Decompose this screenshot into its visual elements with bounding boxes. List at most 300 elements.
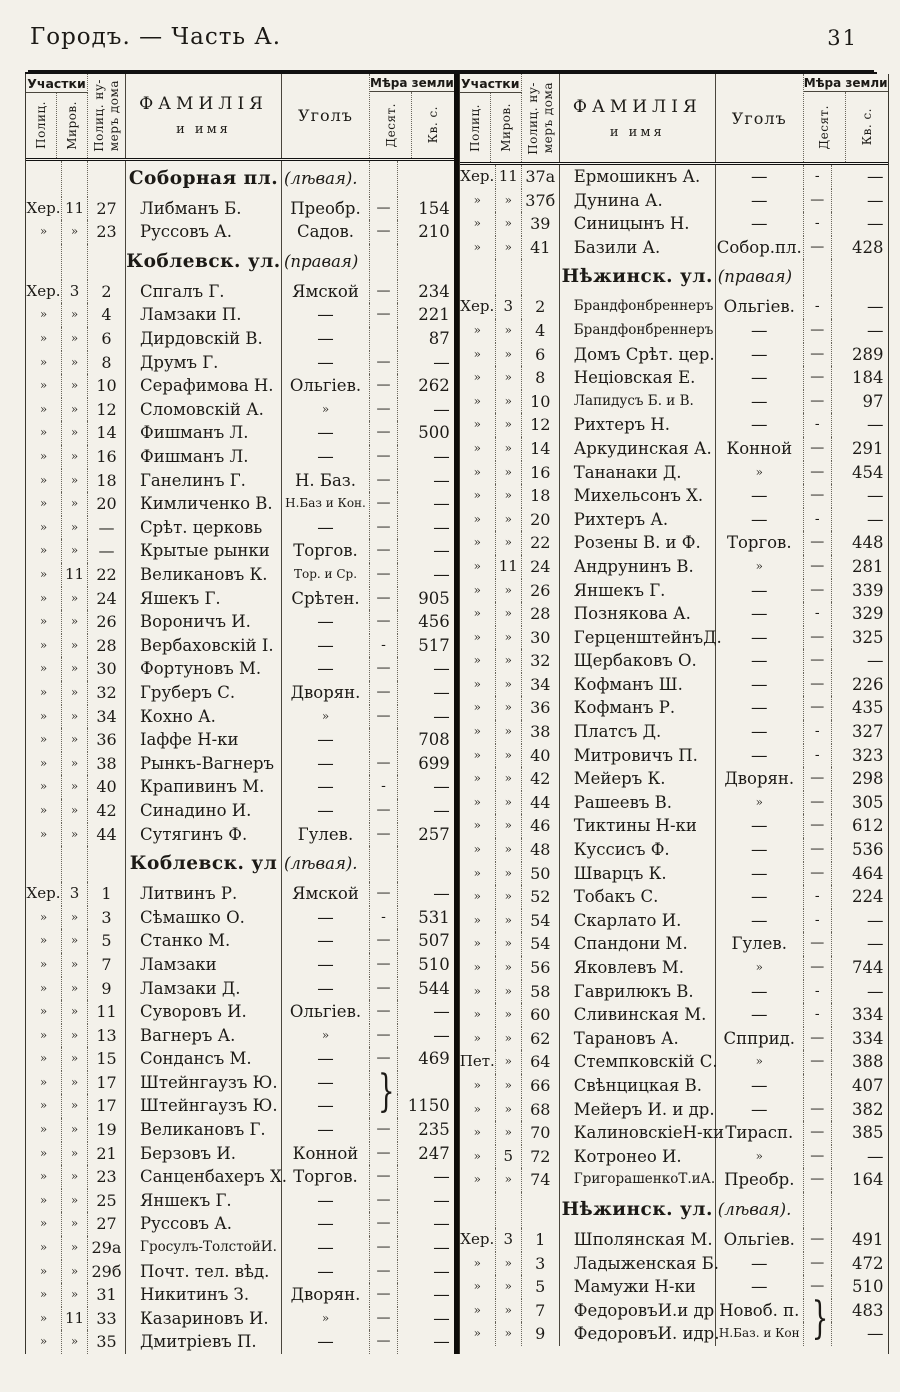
- cell-desyat: —: [370, 657, 398, 681]
- cell-kvs: —: [433, 447, 450, 467]
- cell-mirov: [62, 161, 88, 197]
- cell-desyat: [370, 728, 398, 752]
- cell-house-number: 34: [88, 705, 126, 729]
- table-row: [460, 236, 888, 260]
- cell-owner-name: Фишманъ Л.: [126, 445, 282, 469]
- table-row: [460, 343, 888, 367]
- cell-corner: »: [716, 461, 804, 485]
- cell-mirov: »: [62, 1283, 88, 1307]
- cell-house-number: 20: [88, 492, 126, 516]
- cell-owner-name: Яшекъ Г.: [126, 587, 282, 611]
- cell-corner: —: [716, 484, 804, 508]
- cell-mirov: »: [62, 1000, 88, 1024]
- cell-politz: »: [26, 953, 62, 977]
- cell-kvs: 491: [852, 1229, 884, 1249]
- cell-corner: Ямской: [282, 280, 370, 304]
- cell-owner-name: Платсъ Д.: [560, 720, 716, 744]
- header-kvs-label: Кв. с.: [426, 106, 441, 144]
- cell-owner-name: Шварцъ К.: [560, 862, 716, 886]
- cell-mirov: »: [496, 862, 522, 886]
- cell-desyat: -: [804, 413, 832, 437]
- cell-house-number: 38: [522, 720, 560, 744]
- cell-mirov: »: [496, 508, 522, 532]
- cell-desyat: —: [804, 626, 832, 650]
- cell-mirov: »: [62, 1024, 88, 1048]
- street-side-note: (правая): [282, 244, 370, 280]
- cell-mirov: »: [496, 956, 522, 980]
- cell-owner-name: Сломовскій А.: [126, 398, 282, 422]
- cell-mirov: »: [496, 319, 522, 343]
- table-row: [460, 461, 888, 485]
- table-row: [460, 909, 888, 933]
- cell-desyat: [370, 1067, 398, 1119]
- street-section-row: [26, 244, 454, 280]
- table-row: [26, 1165, 454, 1189]
- header-corner: Уголъ: [716, 74, 804, 162]
- cell-desyat: —: [370, 1000, 398, 1024]
- cell-owner-name: Вербаховскій І.: [126, 634, 282, 658]
- cell-politz: [460, 259, 496, 295]
- table-row: [460, 932, 888, 956]
- cell-desyat: —: [804, 673, 832, 697]
- table-row: [26, 398, 454, 422]
- cell-kvs: 500: [418, 423, 450, 443]
- cell-house-number: 36: [522, 696, 560, 720]
- cell-mirov: »: [496, 602, 522, 626]
- cell-politz: »: [26, 445, 62, 469]
- cell-house-number: 22: [522, 531, 560, 555]
- cell-owner-name: Шполянская М.: [560, 1228, 716, 1252]
- cell-politz: »: [460, 626, 496, 650]
- table-row: [26, 280, 454, 304]
- cell-desyat: —: [804, 862, 832, 886]
- cell-corner: Н. Баз.: [282, 469, 370, 493]
- cell-desyat: —: [804, 696, 832, 720]
- cell-house-number: 44: [522, 791, 560, 815]
- cell-politz: »: [460, 673, 496, 697]
- cell-mirov: »: [62, 1212, 88, 1236]
- cell-desyat: -: [370, 906, 398, 930]
- cell-mirov: »: [496, 1050, 522, 1074]
- cell-corner: Ольгіев.: [282, 1000, 370, 1024]
- table-row: [26, 882, 454, 906]
- cell-corner: Ольгіев.: [282, 374, 370, 398]
- cell-mirov: »: [496, 1299, 522, 1323]
- cell-desyat: —: [370, 752, 398, 776]
- cell-mirov: »: [62, 303, 88, 327]
- cell-kvs: —: [433, 565, 450, 584]
- cell-kvs: [398, 1071, 454, 1095]
- cell-house-number: [522, 259, 560, 295]
- cell-house-number: 56: [522, 956, 560, 980]
- cell-mirov: »: [496, 626, 522, 650]
- cell-kvs: 247: [418, 1143, 450, 1163]
- cell-house-number: [522, 1192, 560, 1228]
- cell-mirov: 11: [496, 165, 522, 189]
- cell-mirov: 5: [496, 1145, 522, 1169]
- header-uchastki-label: Участки: [26, 74, 88, 93]
- cell-desyat: -: [804, 165, 832, 189]
- cell-owner-name: Либманъ Б.: [126, 197, 282, 221]
- cell-house-number: [88, 244, 126, 280]
- cell-politz: »: [26, 220, 62, 244]
- header-family: ФАМИЛІЯ и имя: [560, 74, 716, 162]
- cell-house-number: 33: [88, 1307, 126, 1331]
- cell-politz: »: [460, 791, 496, 815]
- cell-politz: »: [26, 1260, 62, 1284]
- cell-politz: »: [460, 366, 496, 390]
- cell-house-number: 46: [522, 814, 560, 838]
- cell-kvs: 507: [418, 931, 450, 951]
- cell-corner: Торгов.: [716, 531, 804, 555]
- cell-mirov: »: [62, 823, 88, 847]
- cell-owner-name: Фортуновъ М.: [126, 657, 282, 681]
- cell-corner: —: [716, 980, 804, 1004]
- cell-politz: Хер.: [460, 165, 496, 189]
- cell-owner-name: Мейеръ И. и др.: [560, 1098, 716, 1122]
- cell-mirov: »: [62, 728, 88, 752]
- cell-corner: —: [282, 1118, 370, 1142]
- cell-kvs: —: [433, 659, 450, 679]
- cell-kvs: 291: [852, 438, 884, 458]
- cell-mirov: »: [62, 634, 88, 658]
- cell-politz: »: [460, 390, 496, 414]
- cell-desyat: —: [370, 374, 398, 398]
- cell-mirov: »: [496, 1121, 522, 1145]
- cell-house-number: 9: [88, 977, 126, 1001]
- table-row: [26, 351, 454, 375]
- cell-kvs: [832, 1192, 888, 1228]
- cell-corner: Тор. и Ср.: [282, 563, 370, 587]
- cell-house-number: 8: [522, 366, 560, 390]
- cell-desyat: —: [804, 932, 832, 956]
- cell-house-number: 30: [88, 657, 126, 681]
- cell-owner-name: Штейнгаузъ Ю.: [126, 1071, 282, 1095]
- cell-house-number: —: [88, 539, 126, 563]
- cell-corner: —: [716, 413, 804, 437]
- cell-kvs: 289: [852, 344, 884, 364]
- cell-owner-name: Срѣт. церковь: [126, 516, 282, 540]
- cell-house-number: 38: [88, 752, 126, 776]
- cell-owner-name: Сѣмашко О.: [126, 906, 282, 930]
- cell-house-number: 36: [88, 728, 126, 752]
- cell-house-number: 32: [522, 649, 560, 673]
- table-row: [26, 799, 454, 823]
- table-row: [26, 303, 454, 327]
- table-row: [460, 744, 888, 768]
- cell-mirov: »: [496, 212, 522, 236]
- cell-house-number: 10: [88, 374, 126, 398]
- cell-owner-name: Руссовъ А.: [126, 1212, 282, 1236]
- cell-corner: Н.Баз и Кон.: [282, 492, 370, 516]
- cell-mirov: »: [62, 1071, 88, 1095]
- cell-politz: »: [26, 929, 62, 953]
- cell-desyat: —: [370, 1118, 398, 1142]
- cell-desyat: -: [804, 909, 832, 933]
- cell-owner-name: Розены В. и Ф.: [560, 531, 716, 555]
- cell-desyat: —: [370, 1330, 398, 1354]
- cell-owner-name: Тарановъ А.: [560, 1027, 716, 1051]
- cell-kvs: 428: [852, 237, 884, 257]
- cell-corner: —: [716, 744, 804, 768]
- table-row: [460, 484, 888, 508]
- cell-kvs: 97: [862, 391, 884, 411]
- table-row: [26, 728, 454, 752]
- cell-house-number: [88, 846, 126, 882]
- cell-desyat: —: [370, 421, 398, 445]
- street-name: Коблевск. ул: [126, 846, 282, 882]
- cell-kvs: —: [433, 1261, 450, 1281]
- cell-owner-name: Тананаки Д.: [560, 461, 716, 485]
- cell-desyat: —: [370, 882, 398, 906]
- table-row: [460, 791, 888, 815]
- header-house-number: Полиц. ну- меръ дома: [522, 74, 560, 162]
- cell-owner-name: Михельсонъ Х.: [560, 484, 716, 508]
- cell-kvs: 454: [852, 462, 884, 482]
- cell-mirov: »: [62, 1236, 88, 1260]
- cell-house-number: 16: [522, 461, 560, 485]
- cell-politz: »: [460, 602, 496, 626]
- cell-house-number: 13: [88, 1024, 126, 1048]
- cell-desyat: —: [370, 492, 398, 516]
- table-row: [460, 319, 888, 343]
- cell-politz: »: [26, 1047, 62, 1071]
- cell-mirov: »: [62, 1094, 88, 1118]
- cell-politz: »: [26, 1142, 62, 1166]
- rowspan-brace: }: [378, 1067, 395, 1119]
- cell-politz: [26, 161, 62, 197]
- cell-kvs: 531: [418, 907, 450, 927]
- cell-house-number: 70: [522, 1121, 560, 1145]
- table-row: [26, 610, 454, 634]
- cell-house-number: 58: [522, 980, 560, 1004]
- table-row: [460, 696, 888, 720]
- cell-kvs: —: [867, 934, 884, 954]
- table-row: [460, 1121, 888, 1145]
- cell-owner-name: Литвинъ Р.: [126, 882, 282, 906]
- cell-house-number: 40: [88, 775, 126, 799]
- cell-mirov: »: [496, 579, 522, 603]
- cell-owner-name: Стемпковскій С.: [560, 1050, 716, 1074]
- cell-politz: »: [460, 343, 496, 367]
- cell-mirov: »: [62, 1047, 88, 1071]
- cell-politz: »: [460, 980, 496, 1004]
- cell-corner: —: [282, 516, 370, 540]
- cell-desyat: -: [804, 720, 832, 744]
- cell-corner: —: [716, 189, 804, 213]
- cell-desyat: —: [804, 791, 832, 815]
- table-row: [26, 1307, 454, 1331]
- cell-corner: —: [282, 1212, 370, 1236]
- cell-politz: »: [26, 469, 62, 493]
- cell-owner-name: КалиновскіеН-ки: [560, 1121, 716, 1145]
- street-name: Нѣжинск. ул.: [560, 259, 716, 295]
- cell-mirov: 3: [496, 295, 522, 319]
- cell-house-number: 32: [88, 681, 126, 705]
- table-row: [460, 508, 888, 532]
- cell-corner: »: [282, 705, 370, 729]
- cell-kvs: 234: [418, 281, 450, 301]
- cell-mirov: »: [496, 649, 522, 673]
- cell-house-number: 41: [522, 236, 560, 260]
- cell-house-number: 30: [522, 626, 560, 650]
- cell-mirov: »: [496, 437, 522, 461]
- cell-owner-name: Іаффе Н-ки: [126, 728, 282, 752]
- cell-kvs: —: [433, 1308, 450, 1328]
- cell-politz: »: [460, 555, 496, 579]
- street-name: Нѣжинск. ул.: [560, 1192, 716, 1228]
- cell-owner-name: Щербаковъ О.: [560, 649, 716, 673]
- cell-owner-name: Тиктины Н-ки: [560, 814, 716, 838]
- cell-desyat: —: [370, 445, 398, 469]
- cell-house-number: 16: [88, 445, 126, 469]
- cell-kvs: —: [433, 1167, 450, 1187]
- cell-mirov: [62, 846, 88, 882]
- cell-desyat: [804, 1293, 832, 1345]
- cell-corner: —: [282, 1236, 370, 1260]
- cell-desyat: [370, 244, 398, 280]
- cell-house-number: 14: [88, 421, 126, 445]
- cell-corner: Конной: [716, 437, 804, 461]
- cell-politz: »: [26, 374, 62, 398]
- cell-corner: —: [282, 1071, 370, 1095]
- cell-owner-name: Спандони М.: [560, 932, 716, 956]
- cell-owner-name: Гросулъ-ТолстойИ.: [126, 1236, 282, 1260]
- cell-owner-name: Ламзаки П.: [126, 303, 282, 327]
- cell-politz: »: [460, 862, 496, 886]
- cell-corner: Ямской: [282, 882, 370, 906]
- cell-politz: »: [26, 303, 62, 327]
- table-row: [26, 953, 454, 977]
- table-row: [460, 1050, 888, 1074]
- cell-desyat: —: [804, 461, 832, 485]
- cell-desyat: [370, 161, 398, 197]
- table-row: [460, 814, 888, 838]
- cell-politz: »: [460, 437, 496, 461]
- cell-desyat: —: [370, 1024, 398, 1048]
- cell-kvs: —: [433, 884, 450, 904]
- cell-desyat: [370, 327, 398, 351]
- cell-house-number: 66: [522, 1074, 560, 1098]
- table-row: [26, 587, 454, 611]
- cell-owner-name: Дмитріевъ П.: [126, 1330, 282, 1354]
- header-family: ФАМИЛІЯ и имя: [126, 74, 282, 158]
- cell-house-number: 24: [522, 555, 560, 579]
- cell-kvs: 382: [852, 1099, 884, 1119]
- cell-owner-name: Сливинская М.: [560, 1003, 716, 1027]
- cell-owner-name: Мейеръ К.: [560, 767, 716, 791]
- cell-mirov: »: [496, 980, 522, 1004]
- running-head: Городъ. — Часть А.: [30, 24, 282, 50]
- cell-desyat: —: [370, 1165, 398, 1189]
- cell-politz: »: [26, 516, 62, 540]
- cell-owner-name: Андрунинъ В.: [560, 555, 716, 579]
- cell-mirov: »: [62, 752, 88, 776]
- directory-table: [25, 72, 888, 1354]
- table-row: [26, 1024, 454, 1048]
- cell-desyat: —: [370, 1283, 398, 1307]
- cell-kvs: —: [433, 1214, 450, 1234]
- cell-desyat: —: [804, 649, 832, 673]
- cell-house-number: 42: [88, 799, 126, 823]
- cell-owner-name: ГерценштейнъД.: [560, 626, 716, 650]
- cell-house-number: 27: [88, 197, 126, 221]
- cell-kvs: 329: [852, 604, 884, 624]
- cell-corner: —: [716, 343, 804, 367]
- header-politz-label: Полиц.: [467, 103, 482, 152]
- street-section-row: [26, 846, 454, 882]
- cell-house-number: 4: [522, 319, 560, 343]
- cell-corner: —: [282, 775, 370, 799]
- cell-owner-name: Берзовъ И.: [126, 1142, 282, 1166]
- cell-politz: »: [26, 906, 62, 930]
- cell-kvs: —: [433, 800, 450, 820]
- cell-desyat: —: [370, 398, 398, 422]
- cell-mirov: 11: [62, 563, 88, 587]
- cell-house-number: 37а: [522, 165, 560, 189]
- cell-house-number: 5: [522, 1275, 560, 1299]
- cell-owner-name: Брандфонбреннеръ: [560, 319, 716, 343]
- cell-mirov: »: [62, 1118, 88, 1142]
- cell-owner-name: Яншекъ Г.: [560, 579, 716, 603]
- cell-house-number: 5: [88, 929, 126, 953]
- cell-desyat: —: [370, 516, 398, 540]
- cell-house-number: 8: [88, 351, 126, 375]
- cell-politz: »: [26, 1330, 62, 1354]
- cell-desyat: —: [804, 531, 832, 555]
- cell-house-number: 2: [522, 295, 560, 319]
- cell-house-number: 17: [88, 1071, 126, 1095]
- cell-owner-name: Серафимова Н.: [126, 374, 282, 398]
- cell-kvs: —: [433, 682, 450, 702]
- cell-politz: »: [460, 319, 496, 343]
- table-row: [26, 220, 454, 244]
- cell-mirov: »: [62, 1260, 88, 1284]
- cell-desyat: —: [370, 587, 398, 611]
- cell-house-number: 10: [522, 390, 560, 414]
- cell-house-number: 18: [522, 484, 560, 508]
- cell-corner: —: [282, 634, 370, 658]
- cell-corner: Преобр.: [716, 1168, 804, 1192]
- cell-owner-name: Котронео И.: [560, 1145, 716, 1169]
- cell-house-number: 12: [88, 398, 126, 422]
- cell-politz: »: [26, 421, 62, 445]
- cell-politz: »: [26, 1000, 62, 1024]
- cell-kvs: —: [867, 1324, 884, 1344]
- cell-mirov: 11: [62, 197, 88, 221]
- header-politz-label: Полиц.: [34, 101, 48, 150]
- cell-desyat: —: [370, 563, 398, 587]
- cell-politz: »: [460, 484, 496, 508]
- cell-kvs: 464: [852, 863, 884, 883]
- cell-house-number: 40: [522, 744, 560, 768]
- cell-kvs: 510: [852, 1277, 884, 1297]
- cell-kvs: 257: [418, 824, 450, 844]
- cell-politz: »: [460, 1098, 496, 1122]
- cell-politz: »: [460, 1121, 496, 1145]
- cell-politz: [26, 244, 62, 280]
- cell-kvs: 708: [418, 730, 450, 750]
- table-half-left: [25, 74, 459, 1354]
- table-row: [460, 579, 888, 603]
- cell-corner: »: [282, 398, 370, 422]
- table-row: [26, 1118, 454, 1142]
- cell-mirov: 3: [62, 280, 88, 304]
- cell-politz: »: [460, 508, 496, 532]
- cell-mirov: »: [496, 531, 522, 555]
- cell-politz: Хер.: [26, 280, 62, 304]
- header-land-group: [370, 74, 454, 158]
